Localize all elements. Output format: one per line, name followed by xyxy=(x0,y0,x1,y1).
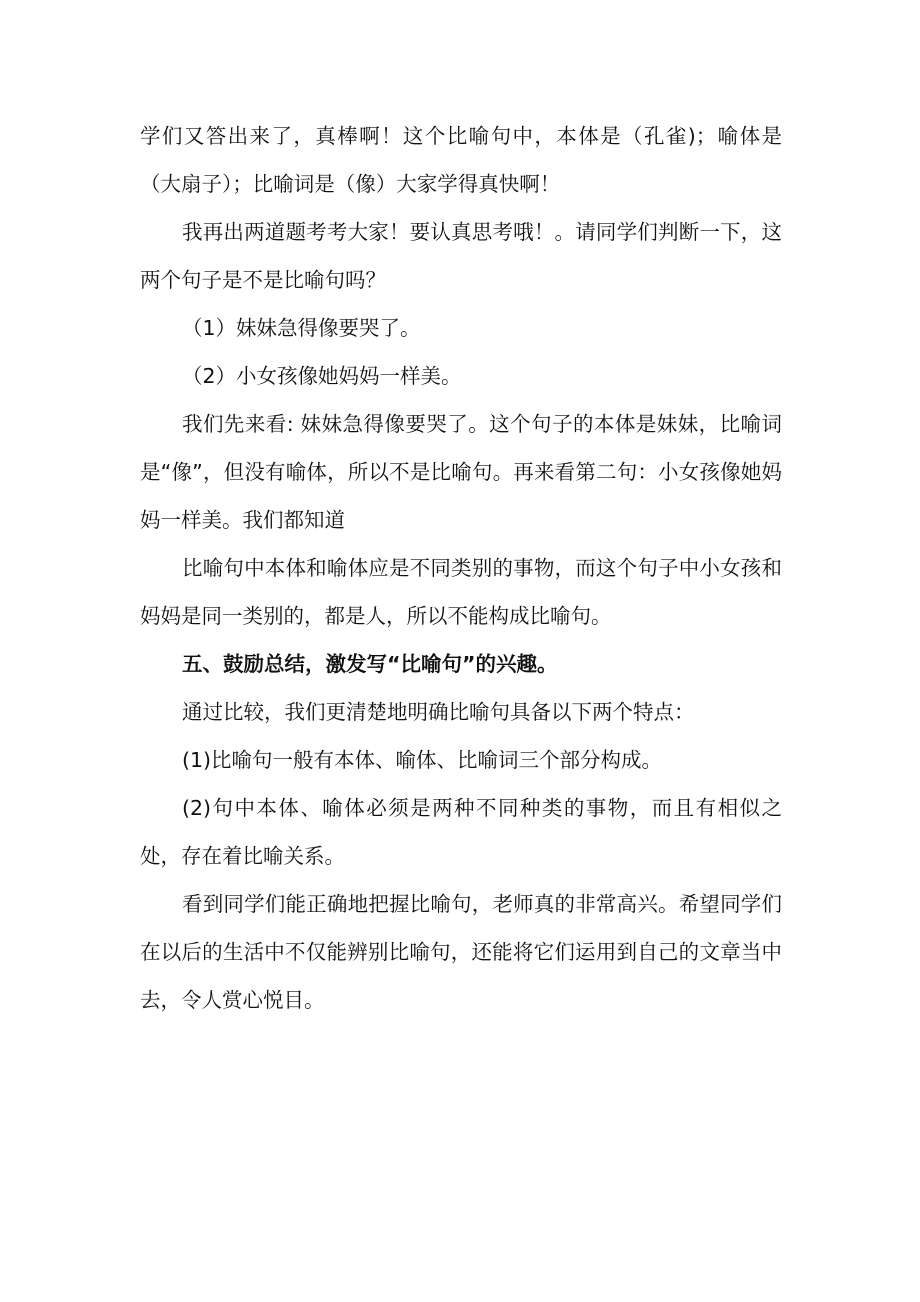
paragraph-question-intro: 我再出两道题考考大家！要认真思考哦！。请同学们判断一下，这两个句子是不是比喻句吗？ xyxy=(140,220,782,292)
paragraph-analysis-2: 比喻句中本体和喻体应是不同类别的事物，而这个句子中小女孩和妈妈是同一类别的，都是人，所以不能构成比喻句。 xyxy=(140,556,782,628)
paragraph-closing: 看到同学们能正确地把握比喻句，老师真的非常高兴。希望同学们在以后的生活中不仅能辨别比喻句，还能将它们运用到自己的文章当中去，令人赏心悦目。 xyxy=(140,892,782,1012)
document-page xyxy=(140,112,782,1024)
paragraph-analysis-1: 我们先来看: 妹妹急得像要哭了。这个句子的本体是妹妹，比喻词是“像”，但没有喻体，所以不是比喻句。再来看第二句：小女孩像她妈妈一样美。我们都知道 xyxy=(140,412,782,532)
paragraph-summary-intro: 通过比较，我们更清楚地明确比喻句具备以下两个特点： xyxy=(182,700,695,724)
section-heading: 五、鼓励总结，激发写“比喻句”的兴趣。 xyxy=(182,652,558,676)
paragraph-example-1: （1）妹妹急得像要哭了。 xyxy=(182,316,421,340)
paragraph-example-2: （2）小女孩像她妈妈一样美。 xyxy=(182,364,462,388)
paragraph-answer-recap: 学们又答出来了，真棒啊！这个比喻句中，本体是（孔雀)；喻体是（大扇子）；比喻词是（像）大家学得真快啊！ xyxy=(140,124,782,196)
paragraph-feature-2: (2)句中本体、喻体必须是两种不同种类的事物，而且有相似之处，存在着比喻关系。 xyxy=(140,796,782,868)
paragraph-feature-1: (1)比喻句一般有本体、喻体、比喻词三个部分构成。 xyxy=(182,748,663,772)
